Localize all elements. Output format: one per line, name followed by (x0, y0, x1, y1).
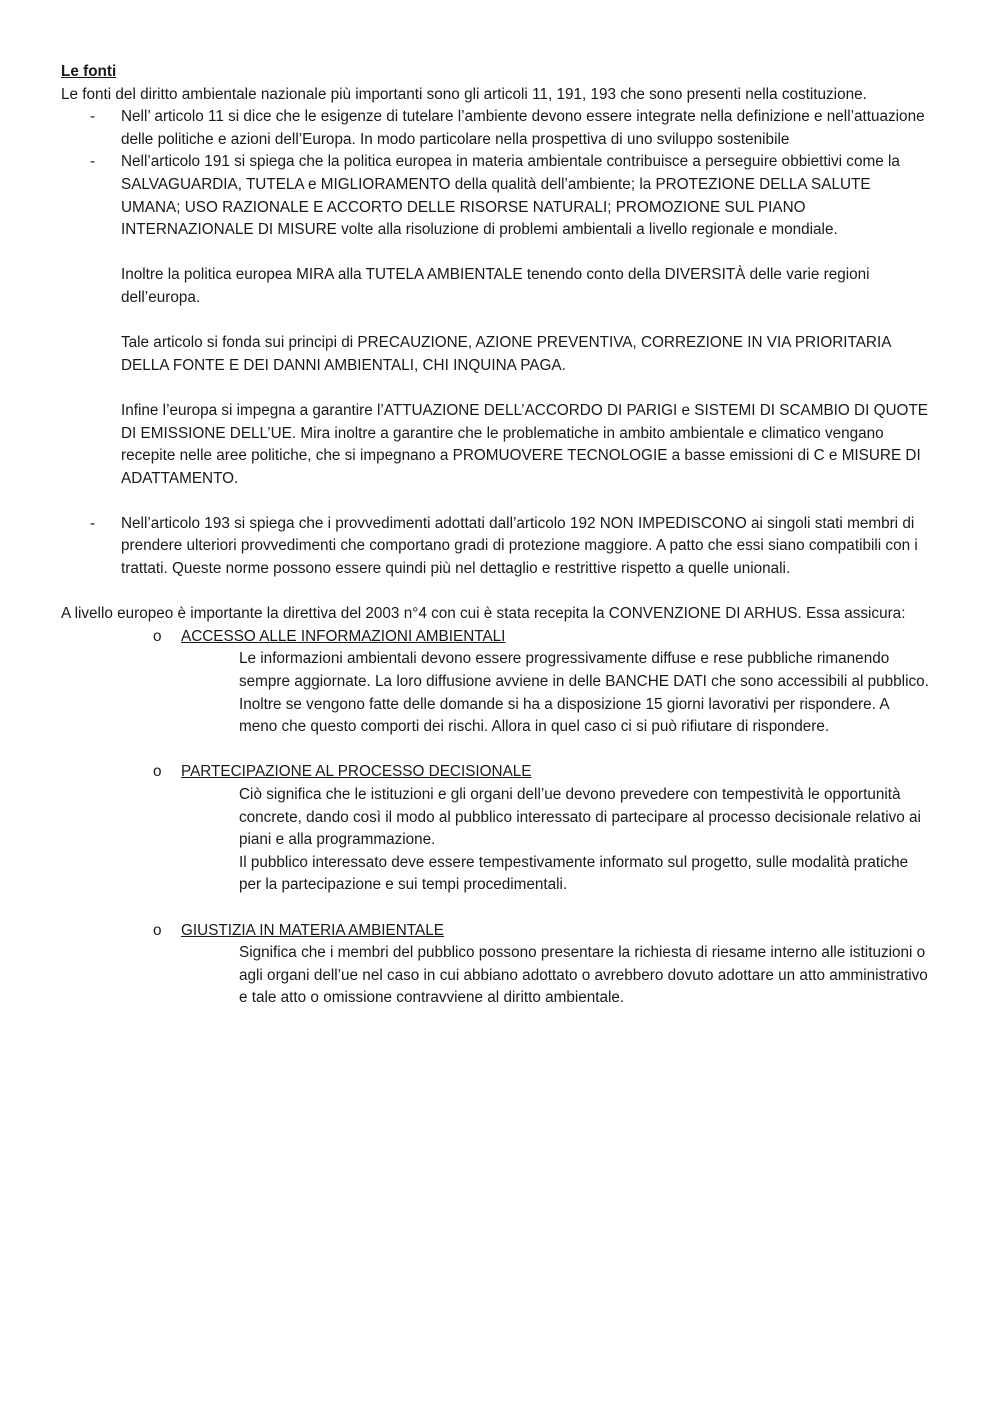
list-item-article-11 (61, 106, 929, 151)
section-paragraph: Le informazioni ambientali devono essere progressivamente diffuse e rese pubbliche rimanendo sempre aggiornate. La loro diffusione avviene in delle BANCHE DATI che sono accessibili al pubblico. (239, 650, 929, 691)
blank-line (121, 242, 929, 265)
dash-bullet: - (90, 108, 96, 126)
section-paragraph: Ciò significa che le istituzioni e gli organi dell’ue devono prevedere con tempestività le opportunità concrete, dando così il modo al pubblico interessato di partecipare al processo decisionale relativo ai piani e alla programmazione. (239, 786, 921, 849)
arhus-convention-list (61, 626, 929, 1010)
o-bullet: o (153, 921, 162, 939)
blank-line (121, 377, 929, 400)
section-paragraph: Significa che i membri del pubblico possono presentare la richiesta di riesame interno alle istituzioni o agli organi dell’ue nel caso in cui abbiano adottato o avrebbero dovuto adottare un atto amministrativo e tale atto o omissione contravviene al diritto ambientale. (239, 944, 928, 1007)
section-body (239, 648, 929, 738)
blank-line (121, 490, 929, 513)
section-heading: PARTECIPAZIONE AL PROCESSO DECISIONALE (181, 763, 532, 781)
european-paragraph: A livello europeo è importante la direttiva del 2003 n°4 con cui è stata recepita la CONVENZIONE DI ARHUS. Essa assicura: (61, 605, 906, 623)
blank-line (61, 581, 929, 604)
document-title: Le fonti (61, 63, 117, 80)
section-body (239, 784, 929, 897)
dash-bullet: - (90, 153, 96, 171)
list-item-access-information (61, 626, 929, 762)
blank-line (121, 310, 929, 333)
o-bullet: o (153, 763, 162, 781)
dash-bullet: - (90, 514, 96, 532)
blank-line (181, 739, 929, 762)
document-body (61, 61, 929, 1010)
article-191-paragraph-3: Tale articolo si fonda sui principi di PRECAUZIONE, AZIONE PREVENTIVA, CORREZIONE IN VIA PRIORITARIA DELLA FONTE E DEI DANNI AMBIENTALI, CHI INQUINA PAGA. (121, 334, 891, 374)
section-heading: GIUSTIZIA IN MATERIA AMBIENTALE (181, 921, 444, 939)
article-11-text: Nell’ articolo 11 si dice che le esigenze di tutelare l’ambiente devono essere integrate nella definizione e nell’attuazione delle politiche e azioni dell’Europa. In modo particolare nella prospettiva di uno sviluppo sostenibile (121, 108, 925, 148)
section-paragraph: Il pubblico interessato deve essere tempestivamente informato sul progetto, sulle modalità pratiche per la partecipazione e sui tempi procedimentali. (239, 853, 909, 894)
list-item-article-191 (61, 151, 929, 513)
article-191-paragraph-4: Infine l’europa si impegna a garantire l’ATTUAZIONE DELL’ACCORDO DI PARIGI e SISTEMI DI SCAMBIO DI QUOTE DI EMISSIONE DELL’UE. Mira inoltre a garantire che le problematiche in ambito ambientale e climatico vengano recepite nelle aree politiche, che si impegnano a PROMUOVERE TECNOLOGIE a basse emissioni di C e MISURE DI ADATTAMENTO. (121, 401, 928, 487)
section-body (239, 942, 929, 1010)
o-bullet: o (153, 627, 162, 645)
blank-line (181, 897, 929, 920)
list-item-article-193 (61, 513, 929, 581)
section-heading: ACCESSO ALLE INFORMAZIONI AMBIENTALI (181, 627, 506, 645)
intro-paragraph: Le fonti del diritto ambientale nazionale più importanti sono gli articoli 11, 191, 193 che sono presenti nella costituzione. (61, 85, 867, 103)
list-item-environmental-justice (61, 920, 929, 1010)
article-193-text: Nell’articolo 193 si spiega che i provvedimenti adottati dall’articolo 192 NON IMPEDISCONO ai singoli stati membri di prendere ulteriori provvedimenti che comportano gradi di protezione maggiore. A patto che essi siano compatibili con i trattati. Queste norme possono essere quindi più nel dettaglio e restrittive rispetto a quelle unionali. (121, 514, 918, 578)
list-item-decision-participation (61, 761, 929, 919)
section-paragraph: Inoltre se vengono fatte delle domande si ha a disposizione 15 giorni lavorativi per rispondere. A meno che questo comporti dei rischi. Allora in quel caso ci si può rifiutare di rispondere. (239, 695, 889, 736)
article-191-paragraph-2: Inoltre la politica europea MIRA alla TUTELA AMBIENTALE tenendo conto della DIVERSITÀ delle varie regioni dell’europa. (121, 266, 870, 306)
constitution-articles-list (61, 106, 929, 580)
article-191-paragraph-1: Nell’articolo 191 si spiega che la politica europea in materia ambientale contribuisce a perseguire obbiettivi come la SALVAGUARDIA, TUTELA e MIGLIORAMENTO della qualità dell’ambiente; la PROTEZIONE DELLA SALUTE UMANA; USO RAZIONALE E ACCORTO DELLE RISORSE NATURALI; PROMOZIONE SUL PIANO INTERNAZIONALE DI MISURE volte alla risoluzione di problemi ambientali a livello regionale e mondiale. (121, 153, 900, 239)
